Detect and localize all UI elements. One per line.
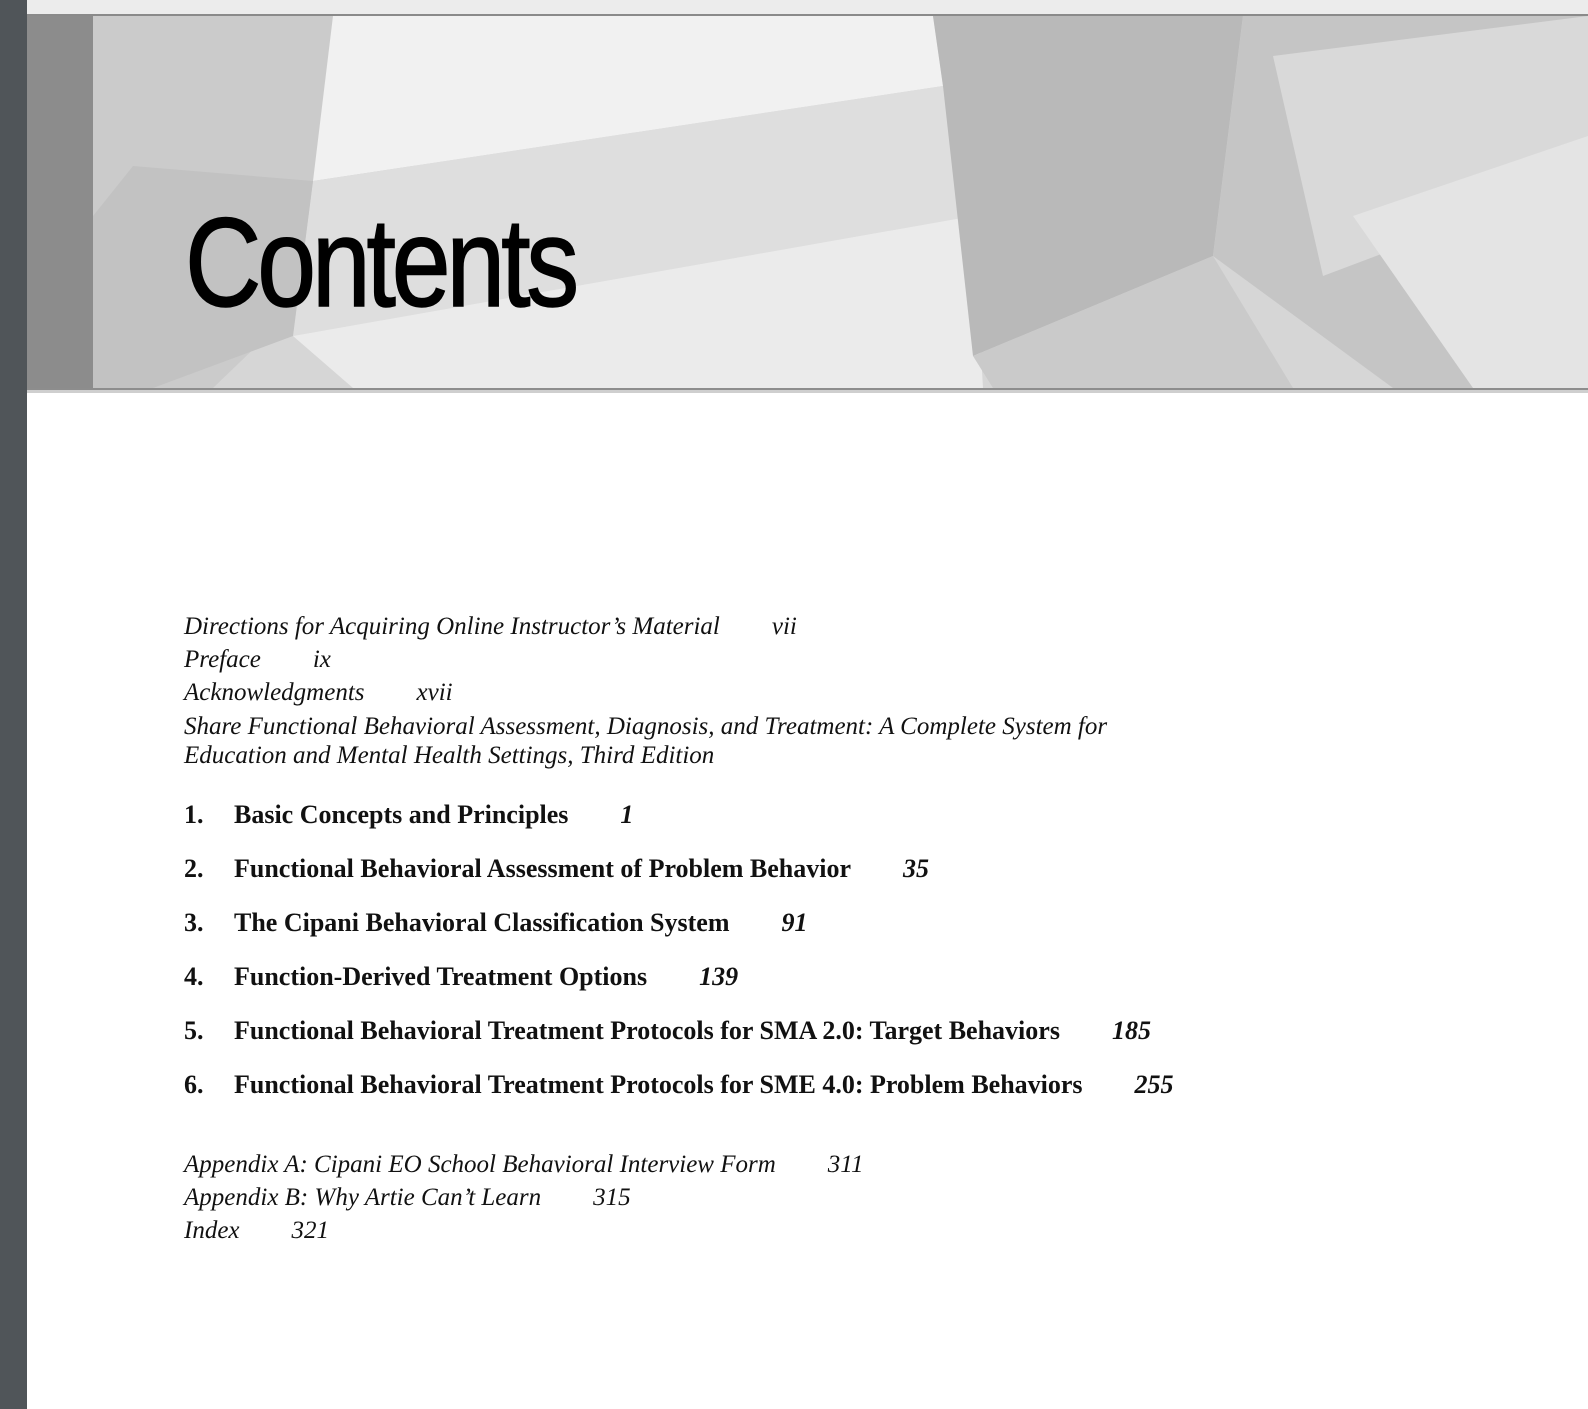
toc-entry-page: 311 [827, 1151, 864, 1178]
chapter-number: 4. [184, 962, 204, 991]
toc-chapter-3[interactable] [184, 908, 1284, 938]
toc-entry-acknowledgments[interactable] [184, 676, 1284, 709]
chapter-title: Basic Concepts and Principles [234, 800, 569, 829]
table-of-contents [184, 610, 1284, 1247]
toc-entry-page: ix [312, 646, 331, 673]
header-bottom-rule [27, 388, 1588, 390]
share-line-1: Share Functional Behavioral Assessment, Diagnosis, and Treatment: A Complete System for [184, 713, 1108, 740]
toc-entry-appendix-b[interactable] [184, 1181, 1284, 1214]
chapter-number: 2. [184, 854, 204, 883]
document-page [27, 0, 1588, 1409]
toc-entry-title: Acknowledgments [184, 679, 365, 706]
toc-chapter-4[interactable] [184, 962, 1284, 992]
back-matter-list [184, 1148, 1284, 1247]
chapter-title: Functional Behavioral Treatment Protocols for SME 4.0: Problem Behaviors [234, 1070, 1083, 1099]
toc-chapter-2[interactable] [184, 854, 1284, 884]
front-matter-list [184, 610, 1284, 709]
toc-chapter-5[interactable] [184, 1016, 1284, 1046]
toc-entry-page: 321 [291, 1217, 330, 1244]
toc-chapter-6[interactable] [184, 1070, 1284, 1100]
chapter-number: 5. [184, 1016, 204, 1045]
toc-entry-directions[interactable] [184, 610, 1284, 643]
toc-entry-appendix-a[interactable] [184, 1148, 1284, 1181]
chapter-page: 1 [620, 800, 634, 829]
chapter-number: 6. [184, 1070, 204, 1099]
chapter-number: 3. [184, 908, 204, 937]
toc-entry-title: Preface [184, 646, 261, 673]
toc-entry-title: Directions for Acquiring Online Instructor’s Material [184, 613, 720, 640]
chapter-page: 91 [781, 908, 808, 937]
toc-entry-title: Appendix A: Cipani EO School Behavioral Interview Form [184, 1151, 776, 1178]
toc-entry-title: Index [184, 1217, 240, 1244]
toc-entry-page: xvii [416, 679, 453, 706]
toc-entry-index[interactable] [184, 1214, 1284, 1247]
header-top-rule [27, 0, 1588, 16]
chapter-page: 35 [903, 854, 930, 883]
share-citation [184, 712, 1284, 770]
header-banner [27, 0, 1588, 393]
chapter-title: Functional Behavioral Treatment Protocols for SMA 2.0: Target Behaviors [234, 1016, 1060, 1045]
chapter-page: 139 [699, 962, 739, 991]
toc-entry-title: Appendix B: Why Artie Can’t Learn [184, 1184, 542, 1211]
header-side-bar [27, 16, 93, 388]
toc-chapter-1[interactable] [184, 800, 1284, 830]
page-title: Contents [185, 192, 576, 333]
chapter-page: 255 [1134, 1070, 1174, 1099]
toc-entry-preface[interactable] [184, 643, 1284, 676]
chapter-title: Functional Behavioral Assessment of Problem Behavior [234, 854, 852, 883]
chapter-title: The Cipani Behavioral Classification System [234, 908, 730, 937]
chapter-number: 1. [184, 800, 204, 829]
viewer-left-frame [0, 0, 27, 1409]
toc-entry-page: 315 [593, 1184, 631, 1211]
chapter-page: 185 [1111, 1016, 1151, 1045]
share-line-2: Education and Mental Health Settings, Third Edition [184, 742, 715, 769]
toc-entry-page: vii [771, 613, 797, 640]
chapter-title: Function-Derived Treatment Options [234, 962, 648, 991]
chapter-list [184, 800, 1284, 1100]
